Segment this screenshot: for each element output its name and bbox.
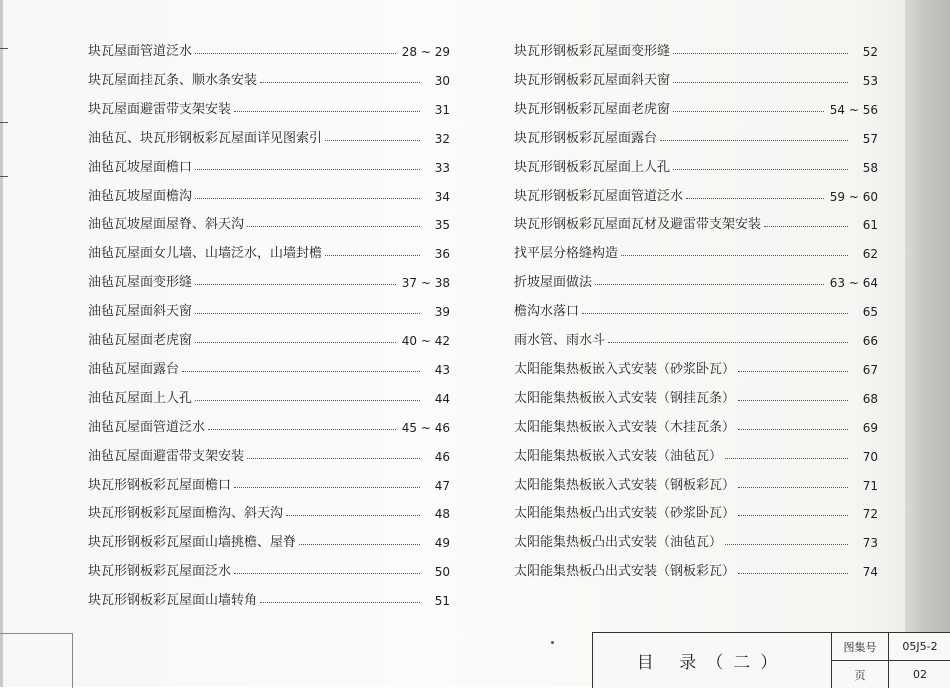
- toc-leader-dots: [621, 254, 848, 256]
- toc-entry-title: 找平层分格缝构造: [514, 246, 619, 262]
- page-edge-shadow: [905, 0, 950, 687]
- toc-entry: [514, 124, 878, 146]
- toc-leader-dots: [247, 457, 420, 459]
- toc-entry-title: 块瓦形钢板彩瓦屋面山墙转角: [88, 593, 258, 609]
- toc-entry-page: 63 ~ 64: [829, 276, 878, 291]
- toc-entry: [514, 471, 878, 493]
- toc-entry: [88, 442, 450, 464]
- toc-entry: [88, 586, 450, 608]
- toc-entry-title: 块瓦形钢板彩瓦屋面檐口: [88, 477, 232, 493]
- toc-entry: [514, 499, 878, 521]
- toc-entry: [514, 268, 878, 290]
- toc-entry: [88, 239, 450, 261]
- toc-entry-title: 块瓦形钢板彩瓦屋面山墙挑檐、屋脊: [88, 535, 297, 551]
- toc-entry: [88, 499, 450, 521]
- toc-entry: [514, 297, 878, 319]
- toc-leader-dots: [582, 312, 848, 314]
- speck: [551, 641, 554, 644]
- toc-entry-page: 35: [434, 218, 450, 233]
- toc-entry-page: 36: [434, 247, 450, 262]
- toc-entry-title: 太阳能集热板凸出式安装（钢板彩瓦）: [514, 564, 736, 580]
- toc-entry: [88, 413, 450, 435]
- toc-leader-dots: [260, 601, 420, 603]
- toc-entry-page: 52: [862, 45, 878, 59]
- page-number: 02: [913, 668, 927, 681]
- toc-leader-dots: [325, 254, 420, 256]
- page-label: 页: [854, 668, 866, 682]
- atlas-number: 05J5-2: [902, 640, 938, 653]
- toc-entry-title: 檐沟水落口: [514, 304, 580, 320]
- toc-leader-dots: [234, 110, 420, 112]
- toc-entry: [514, 95, 878, 117]
- toc-leader-dots: [673, 52, 848, 54]
- toc-entry-page: 50: [434, 565, 450, 580]
- toc-entry-title: 油毡瓦坡屋面檐口: [88, 159, 193, 175]
- toc-entry-page: 31: [434, 102, 450, 117]
- toc-entry-page: 67: [862, 362, 878, 377]
- toc-entry-title: 块瓦形钢板彩瓦屋面泛水: [88, 564, 232, 580]
- toc-entry-title: 油毡瓦坡屋面檐沟: [88, 188, 193, 204]
- toc-leader-dots: [738, 428, 848, 430]
- title-block-title: 目 录（二）: [593, 633, 832, 688]
- toc-entry: [514, 37, 878, 59]
- toc-entry-title: 太阳能集热板凸出式安装（砂浆卧瓦）: [514, 506, 736, 522]
- toc-entry: [88, 66, 450, 88]
- toc-entry-title: 块瓦形钢板彩瓦屋面老虎窗: [514, 101, 671, 117]
- toc-entry: [88, 528, 450, 550]
- toc-entry-page: 61: [862, 218, 878, 233]
- toc-leader-dots: [195, 168, 420, 170]
- toc-entry: [88, 355, 450, 377]
- toc-leader-dots: [195, 341, 396, 343]
- toc-entry-page: 57: [862, 131, 878, 146]
- toc-entry-title: 油毡瓦坡屋面屋脊、斜天沟: [88, 217, 245, 233]
- toc-leader-dots: [195, 52, 396, 54]
- toc-entry-page: 28 ~ 29: [401, 45, 450, 59]
- toc-entry: [514, 528, 878, 550]
- toc-entry: [88, 557, 450, 579]
- toc-entry-title: 块瓦形钢板彩瓦屋面露台: [514, 130, 658, 146]
- toc-entry-page: 62: [862, 247, 878, 262]
- toc-entry-page: 73: [862, 536, 878, 551]
- toc-leader-dots: [234, 572, 420, 574]
- toc-entry-page: 33: [434, 160, 450, 175]
- toc-leader-dots: [738, 572, 848, 574]
- toc-leader-dots: [286, 514, 420, 516]
- toc-leader-dots: [195, 399, 420, 401]
- toc-entry-page: 66: [862, 334, 878, 348]
- toc-entry: [514, 239, 878, 261]
- toc-entry: [88, 471, 450, 493]
- toc-entry: [88, 95, 450, 117]
- toc-entry: [514, 326, 878, 348]
- toc-entry-title: 太阳能集热板凸出式安装（油毡瓦）: [514, 535, 723, 551]
- toc-entry-title: 块瓦形钢板彩瓦屋面斜天窗: [514, 72, 671, 88]
- toc-entry: [514, 384, 878, 406]
- toc-entry-title: 块瓦形钢板彩瓦屋面变形缝: [514, 44, 671, 59]
- toc-entry-title: 块瓦形钢板彩瓦屋面瓦材及避雷带支架安装: [514, 217, 762, 233]
- toc-entry-page: 54 ~ 56: [829, 102, 878, 117]
- toc-entry-page: 47: [434, 478, 450, 493]
- toc-entry-page: 53: [862, 73, 878, 88]
- toc-leader-dots: [725, 457, 848, 459]
- toc-leader-dots: [673, 81, 848, 83]
- toc-entry-page: 48: [434, 507, 450, 522]
- toc-leader-dots: [738, 514, 848, 516]
- toc-entry-page: 43: [434, 362, 450, 377]
- toc-leader-dots: [208, 428, 396, 430]
- edge-tick: [0, 176, 8, 177]
- toc-entry-page: 44: [434, 391, 450, 406]
- toc-leader-dots: [325, 139, 420, 141]
- toc-entry-page: 51: [434, 594, 450, 609]
- toc-entry: [88, 268, 450, 290]
- toc-entry-page: 74: [862, 565, 878, 580]
- toc-entry-title: 太阳能集热板嵌入式安装（砂浆卧瓦）: [514, 361, 736, 377]
- toc-leader-dots: [725, 543, 848, 545]
- toc-entry-title: 油毡瓦屋面变形缝: [88, 275, 193, 291]
- toc-entry: [514, 66, 878, 88]
- toc-entry-title: 太阳能集热板嵌入式安装（木挂瓦条）: [514, 419, 736, 435]
- toc-entry-page: 37 ~ 38: [401, 276, 450, 291]
- toc-entry: [514, 182, 878, 204]
- toc-leader-dots: [686, 197, 824, 199]
- toc-entry-title: 油毡瓦屋面管道泛水: [88, 419, 206, 435]
- edge-tick: [0, 48, 8, 49]
- toc-entry: [514, 413, 878, 435]
- toc-leader-dots: [195, 312, 420, 314]
- toc-entry: [88, 297, 450, 319]
- edge-tick: [0, 122, 8, 123]
- toc-entry-page: 59 ~ 60: [829, 189, 878, 204]
- toc-entry-page: 46: [434, 449, 450, 464]
- toc-leader-dots: [738, 486, 848, 488]
- toc-entry-page: 71: [862, 478, 878, 493]
- toc-entry: [514, 153, 878, 175]
- toc-entry-page: 45 ~ 46: [401, 420, 450, 435]
- toc-entry-page: 34: [434, 189, 450, 204]
- toc-leader-dots: [673, 110, 824, 112]
- toc-entry-title: 太阳能集热板嵌入式安装（油毡瓦）: [514, 448, 723, 464]
- toc-entry-title: 油毡瓦屋面露台: [88, 361, 180, 377]
- toc-entry-title: 块瓦屋面管道泛水: [88, 44, 193, 59]
- toc-leader-dots: [673, 168, 848, 170]
- toc-entry-page: 32: [434, 131, 450, 146]
- toc-entry-page: 30: [434, 73, 450, 88]
- toc-entry: [88, 384, 450, 406]
- toc-entry: [88, 153, 450, 175]
- toc-entry-title: 雨水管、雨水斗: [514, 333, 606, 348]
- toc-entry-page: 65: [862, 305, 878, 320]
- toc-entry-page: 69: [862, 420, 878, 435]
- toc-entry-page: 58: [862, 160, 878, 175]
- toc-entry: [88, 326, 450, 348]
- toc-entry-title: 太阳能集热板嵌入式安装（钢挂瓦条）: [514, 390, 736, 406]
- binding-edge: [0, 0, 3, 687]
- toc-leader-dots: [182, 370, 420, 372]
- toc-leader-dots: [764, 225, 848, 227]
- toc-entry-title: 块瓦屋面挂瓦条、顺水条安装: [88, 72, 258, 88]
- toc-entry-page: 70: [862, 449, 878, 464]
- toc-entry: [88, 182, 450, 204]
- toc-entry-title: 油毡瓦屋面上人孔: [88, 390, 193, 406]
- title-block: [592, 632, 950, 688]
- toc-leader-dots: [195, 197, 420, 199]
- toc-entry: [514, 210, 878, 232]
- toc-leader-dots: [595, 283, 824, 285]
- toc-leader-dots: [738, 370, 848, 372]
- toc-leader-dots: [195, 283, 396, 285]
- toc-entry-page: 49: [434, 536, 450, 551]
- toc-entry-title: 折坡屋面做法: [514, 275, 593, 291]
- toc-entry: [514, 557, 878, 579]
- toc-leader-dots: [608, 341, 848, 343]
- toc-entry-title: 油毡瓦屋面斜天窗: [88, 304, 193, 320]
- toc-entry-title: 油毡瓦屋面避雷带支架安装: [88, 448, 245, 464]
- toc-entry-page: 68: [862, 391, 878, 406]
- toc-entry: [514, 355, 878, 377]
- toc-leader-dots: [234, 486, 420, 488]
- toc-entry-title: 太阳能集热板嵌入式安装（钢板彩瓦）: [514, 477, 736, 493]
- toc-entry-page: 39: [434, 305, 450, 320]
- toc-leader-dots: [299, 543, 420, 545]
- toc-entry-title: 油毡瓦屋面女儿墙、山墙泛水，山墙封檐: [88, 246, 323, 262]
- toc-entry-page: 72: [862, 507, 878, 522]
- atlas-number-label: 图集号: [843, 640, 877, 654]
- toc-entry-title: 块瓦屋面避雷带支架安装: [88, 101, 232, 117]
- toc-leader-dots: [247, 225, 420, 227]
- toc-entry: [88, 124, 450, 146]
- toc-entry-page: 40 ~ 42: [401, 334, 450, 348]
- toc-entry-title: 块瓦形钢板彩瓦屋面管道泛水: [514, 188, 684, 204]
- toc-entry-title: 块瓦形钢板彩瓦屋面上人孔: [514, 159, 671, 175]
- toc-entry-title: 油毡瓦、块瓦形钢板彩瓦屋面详见图索引: [88, 130, 323, 146]
- toc-entry: [88, 210, 450, 232]
- toc-leader-dots: [738, 399, 848, 401]
- toc-leader-dots: [660, 139, 848, 141]
- toc-entry: [88, 37, 450, 59]
- toc-entry-title: 油毡瓦屋面老虎窗: [88, 333, 193, 348]
- bottom-left-stamp-box: [0, 633, 73, 688]
- toc-entry: [514, 442, 878, 464]
- toc-entry-title: 块瓦形钢板彩瓦屋面檐沟、斜天沟: [88, 506, 284, 522]
- toc-leader-dots: [260, 81, 420, 83]
